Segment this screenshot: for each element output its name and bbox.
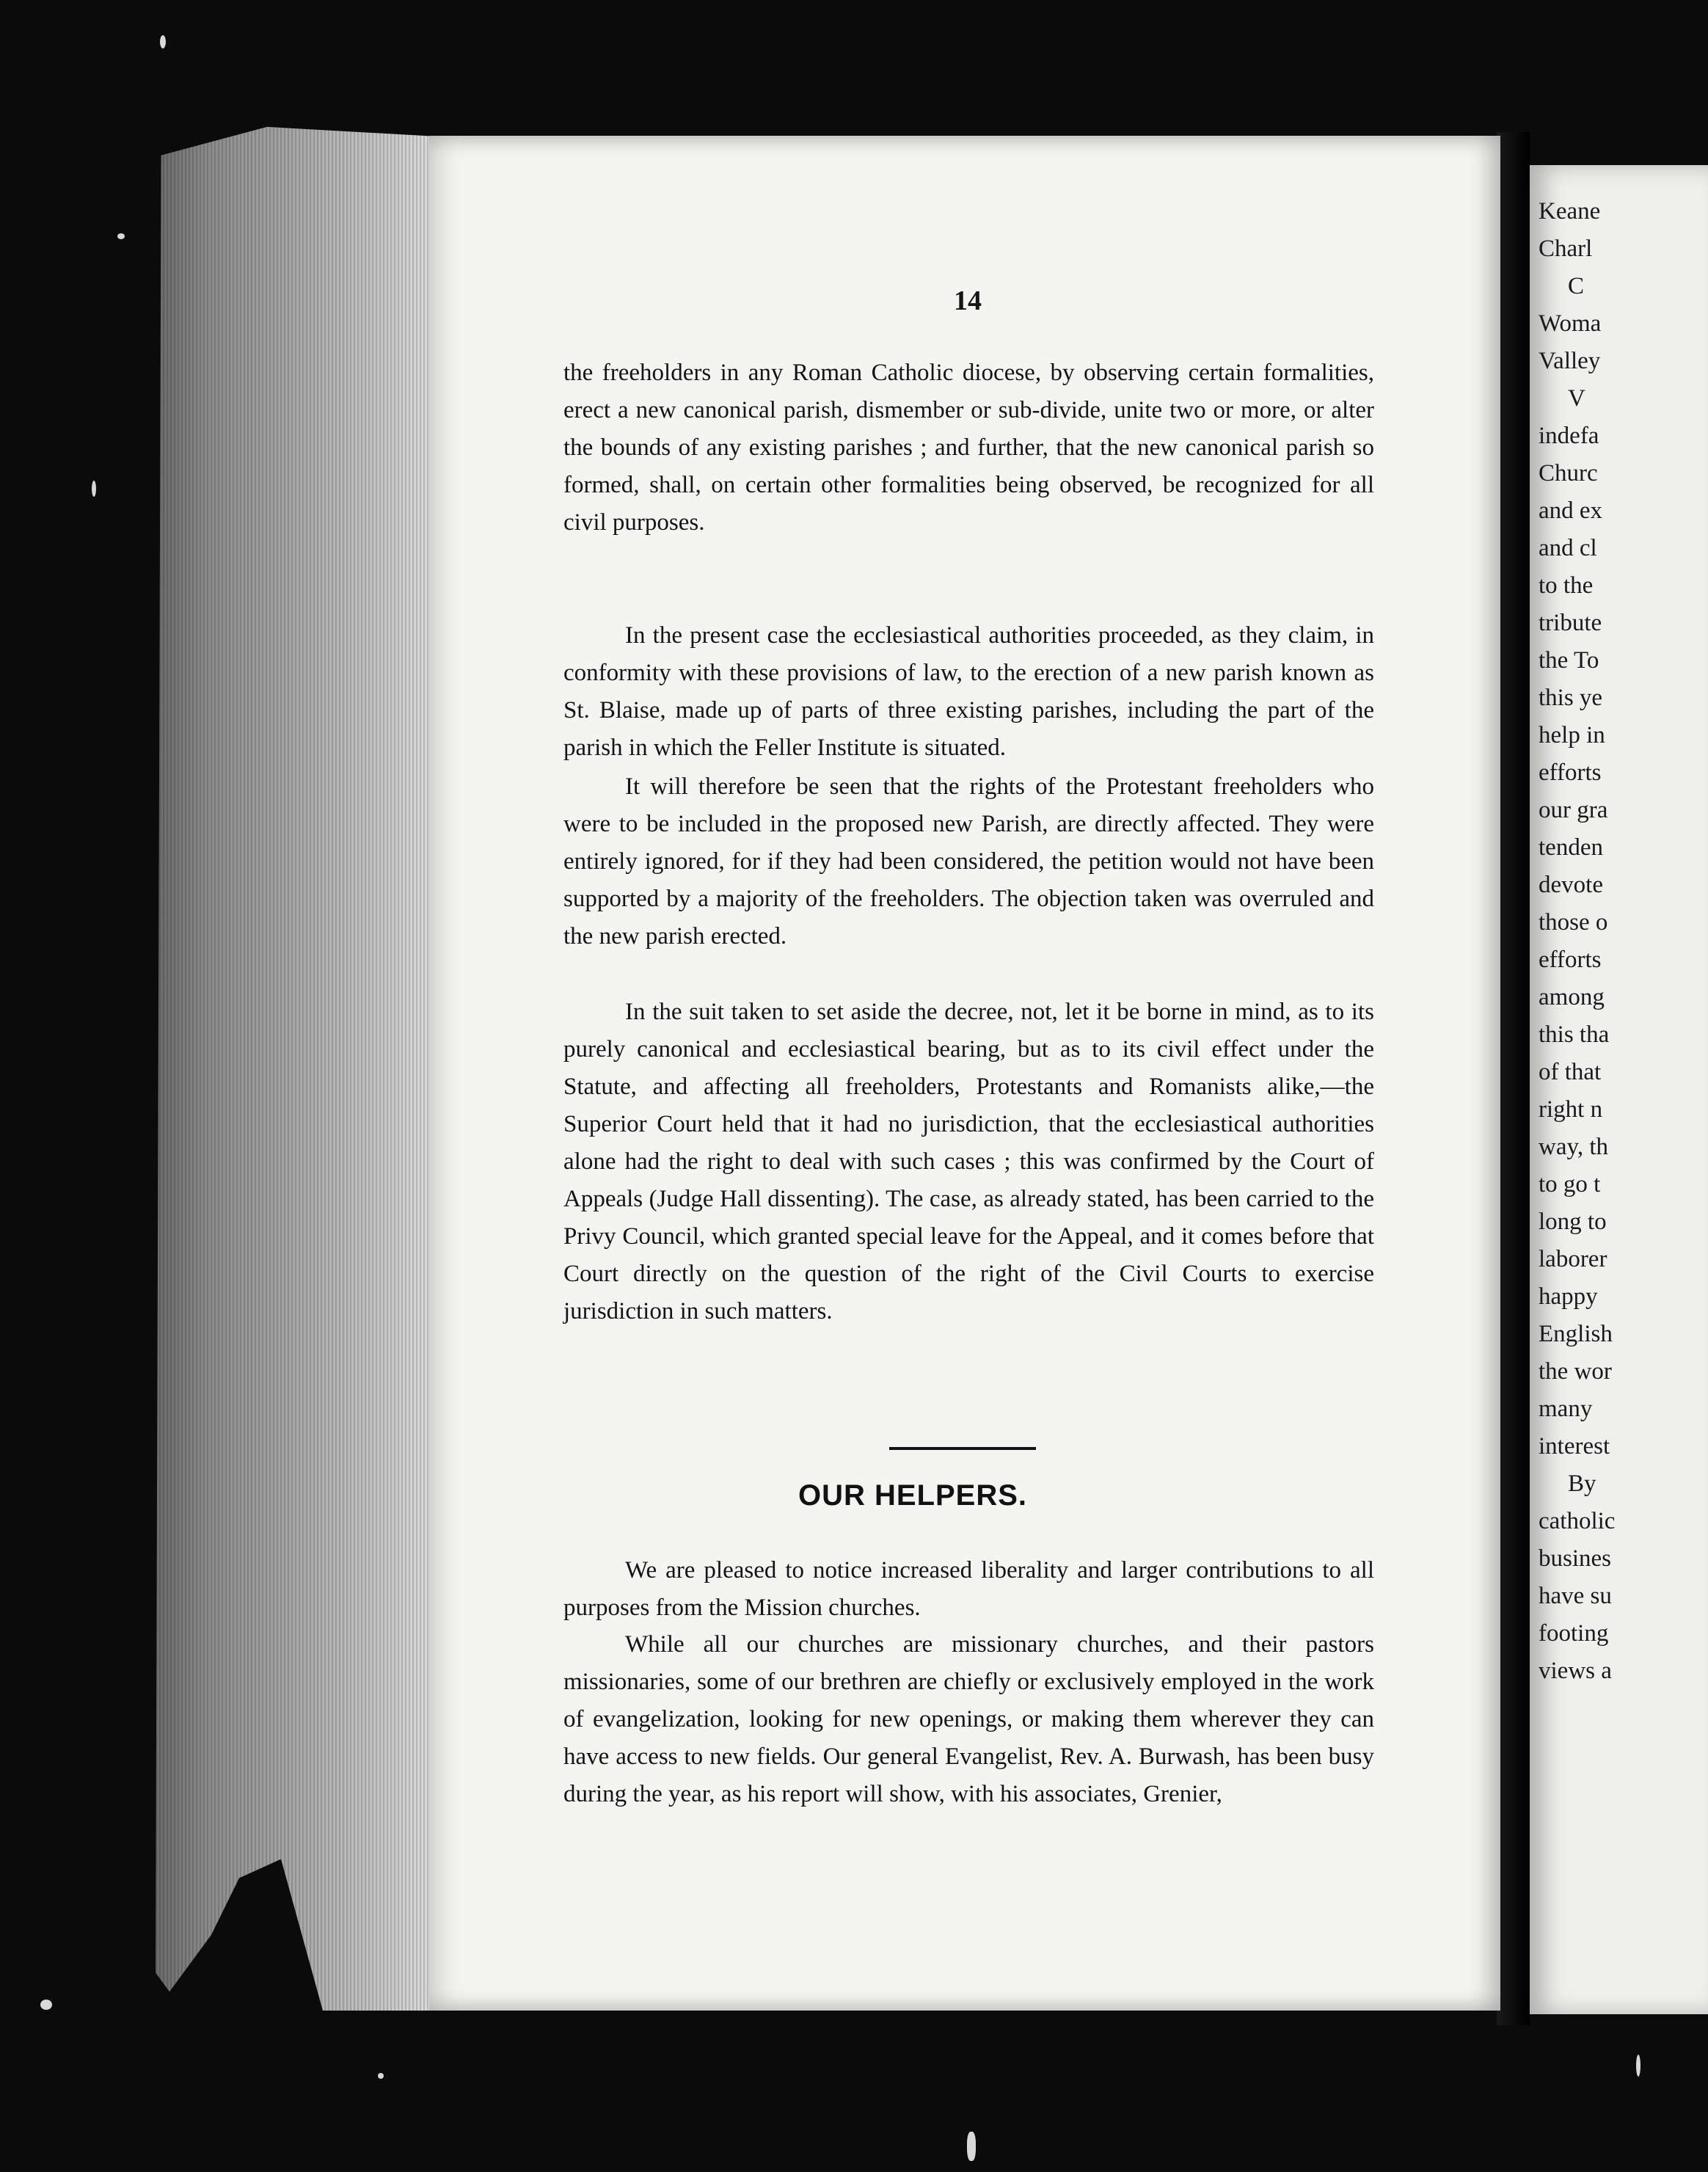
- next-page-line: of that: [1539, 1059, 1602, 1085]
- next-page-line: efforts: [1539, 759, 1602, 786]
- next-page-line: Keane: [1539, 198, 1601, 225]
- next-page-line: interest: [1539, 1433, 1610, 1459]
- dust-speck: [92, 481, 96, 497]
- paragraph: It will therefore be seen that the rights of the Protestant freeholders who were to be included in the proposed new Parish, are directly affected. They were entirely ignored, for if they had been considered, the petition would not have been supported by a majority of the freeholders. The objection taken was overruled and the new parish erected.: [563, 773, 1374, 950]
- next-page-line: long to: [1539, 1209, 1607, 1235]
- next-page-line: V: [1568, 385, 1585, 412]
- next-page-line: the To: [1539, 647, 1599, 674]
- next-page-line: right n: [1539, 1096, 1603, 1123]
- section-divider: [889, 1447, 1036, 1450]
- next-page-line: among: [1539, 984, 1605, 1010]
- next-page-line: the wor: [1539, 1358, 1612, 1385]
- next-page-line: footing: [1539, 1620, 1609, 1647]
- next-page-line: many: [1539, 1396, 1593, 1422]
- next-page-line: Valley: [1539, 348, 1601, 374]
- next-page-line: happy: [1539, 1283, 1598, 1310]
- next-page-line: C: [1568, 273, 1585, 299]
- next-page-line: devote: [1539, 872, 1603, 898]
- paragraph: We are pleased to notice increased liberality and larger contributions to all purposes from the Mission churches.: [563, 1557, 1374, 1621]
- next-page-line: to go t: [1539, 1171, 1601, 1198]
- next-page-line: By: [1568, 1471, 1596, 1497]
- dust-speck: [967, 2132, 976, 2161]
- next-page-line: and ex: [1539, 498, 1603, 524]
- next-page: [1530, 165, 1708, 2014]
- next-page-line: this tha: [1539, 1021, 1610, 1048]
- next-page-line: Churc: [1539, 460, 1598, 486]
- next-page-line: help in: [1539, 722, 1605, 748]
- next-page-line: tribute: [1539, 610, 1602, 636]
- next-page-line: and cl: [1539, 535, 1597, 561]
- next-page-line: efforts: [1539, 947, 1602, 973]
- paragraph: In the suit taken to set aside the decree, not, let it be borne in mind, as to its purely canonical and ecclesiastical bearing, but as to its civil effect under the Statute, and affecting all freeholders, Protestants and Romanists alike,—the Superior Court held that it had no jurisdiction, that the ecclesiastical authorities alone had the right to deal with such cases ; this was confirmed by the Court of Appeals (Judge Hall dissenting). The case, as already stated, has been carried to the Privy Council, which granted special leave for the Appeal, and it comes before that Court directly on the question of the right of the Civil Courts to exercise jurisdiction in such matters.: [563, 999, 1374, 1324]
- book-page-edges: [156, 117, 434, 2011]
- next-page-line: to the: [1539, 572, 1594, 599]
- next-page-line: those o: [1539, 909, 1608, 936]
- next-page-line: indefa: [1539, 423, 1599, 449]
- dust-speck: [160, 35, 166, 48]
- next-page-line: laborer: [1539, 1246, 1607, 1272]
- paragraph: While all our churches are missionary churches, and their pastors missionaries, some of our brethren are chiefly or exclusively employed in the work of evangelization, looking for new openings, or making them wherever they can have access to new fields. Our general Evangelist, Rev. A. Burwash, has been busy during the year, as his report will show, with his associates, Grenier,: [563, 1631, 1374, 1807]
- dust-speck: [1636, 2055, 1641, 2077]
- next-page-line: catholic: [1539, 1508, 1616, 1534]
- book-gutter: [1497, 132, 1530, 2025]
- page-number: 14: [954, 285, 982, 316]
- next-page-line: Charl: [1539, 236, 1593, 262]
- next-page-line: our gra: [1539, 797, 1608, 823]
- section-heading: OUR HELPERS.: [798, 1479, 1028, 1512]
- next-page-line: this ye: [1539, 685, 1603, 711]
- dust-speck: [40, 2000, 52, 2010]
- next-page-line: tenden: [1539, 834, 1603, 861]
- next-page-line: Woma: [1539, 310, 1602, 337]
- next-page-line: English: [1539, 1321, 1613, 1347]
- dust-speck: [117, 233, 125, 239]
- paragraph: the freeholders in any Roman Catholic diocese, by observing certain formalities, erect a new canonical parish, dismember or sub-divide, unite two or more, or alter the bounds of any existing parishes ; and further, that the new canonical parish so formed, shall, on certain other formalities being observed, be recognized for all civil purposes.: [563, 360, 1374, 536]
- next-page-line: have su: [1539, 1583, 1612, 1609]
- paragraph: In the present case the ecclesiastical authorities proceeded, as they claim, in conformity with these provisions of law, to the erection of a new parish known as St. Blaise, made up of parts of three existing parishes, including the part of the parish in which the Feller Institute is situated.: [563, 622, 1374, 761]
- next-page-line: views a: [1539, 1658, 1612, 1684]
- dust-speck: [378, 2073, 384, 2079]
- next-page-line: way, th: [1539, 1134, 1609, 1160]
- next-page-line: busines: [1539, 1545, 1611, 1572]
